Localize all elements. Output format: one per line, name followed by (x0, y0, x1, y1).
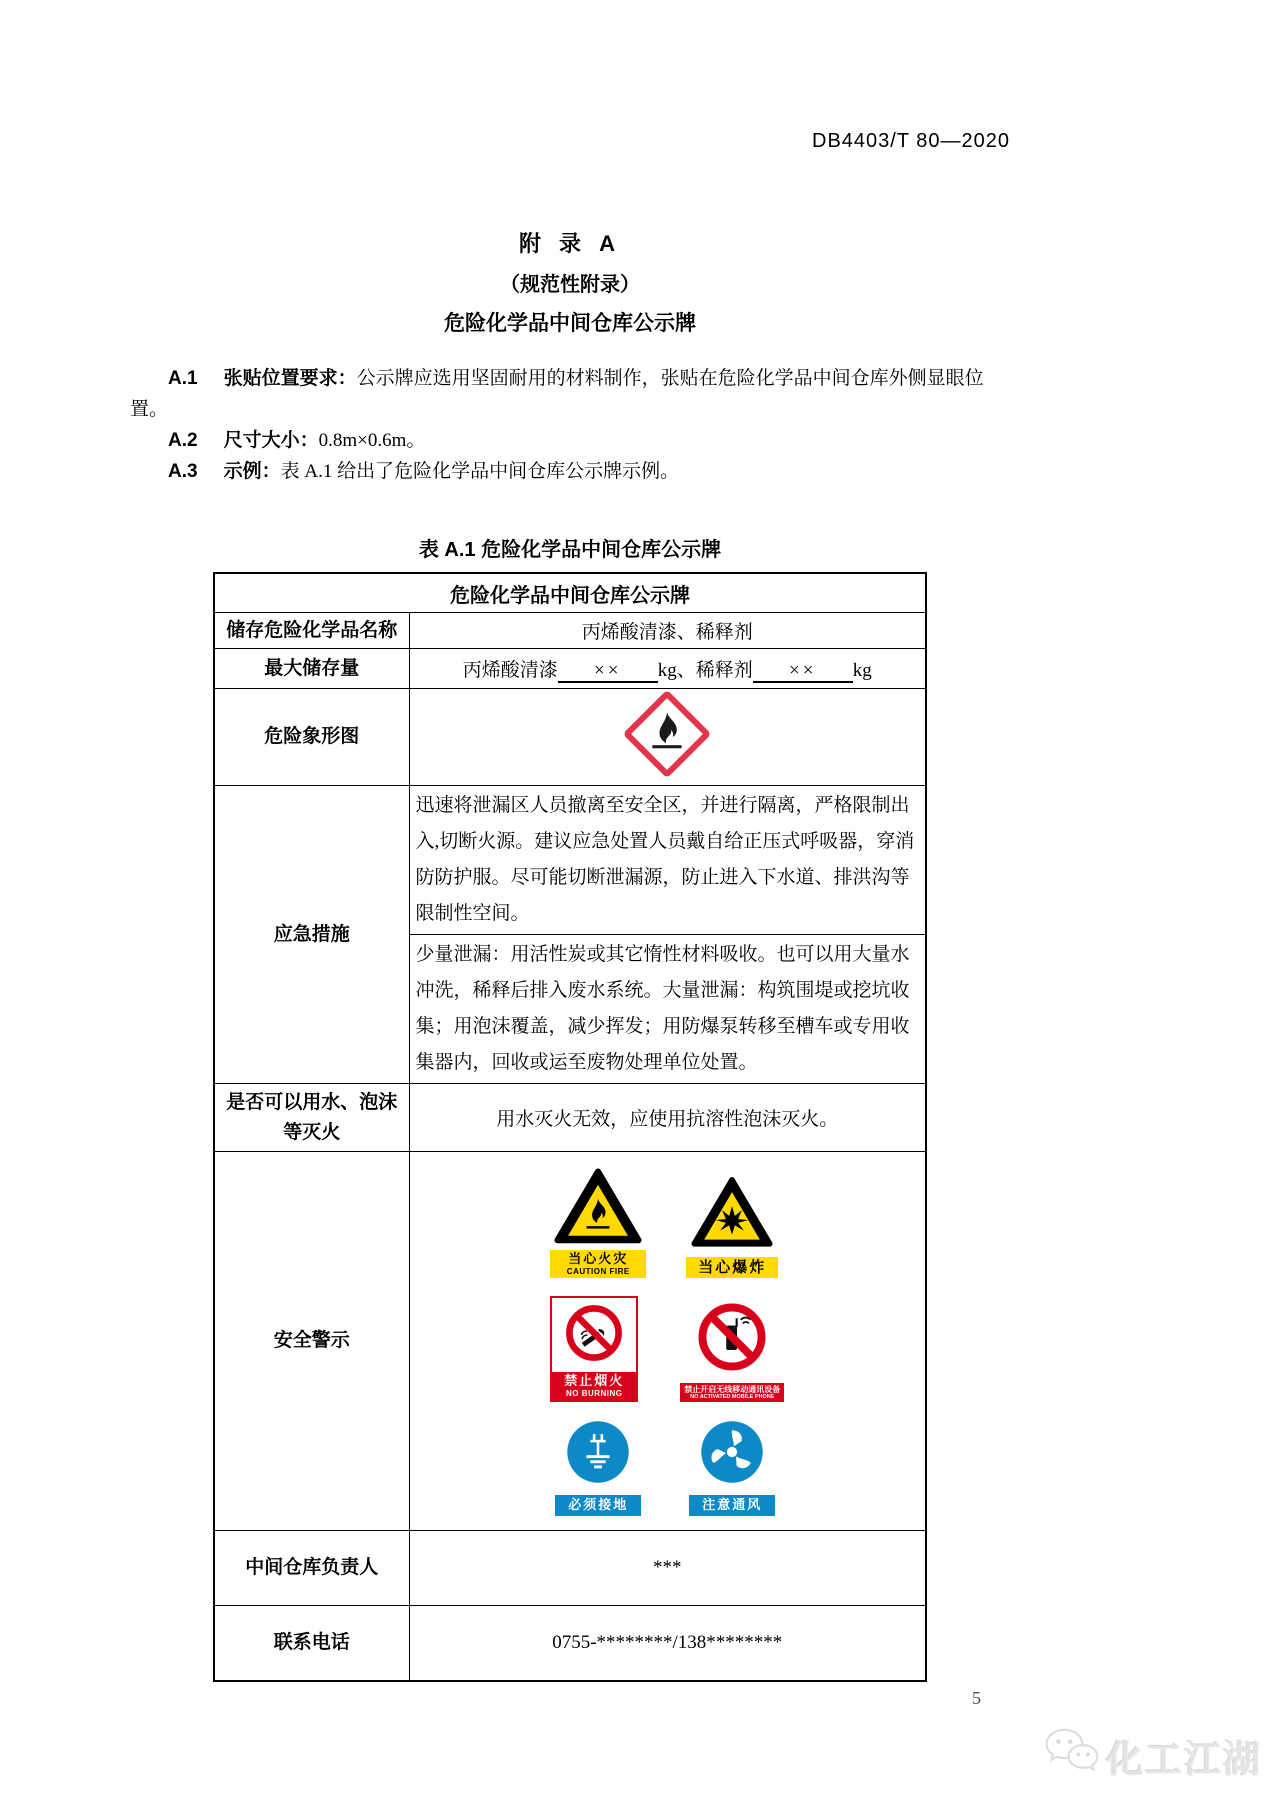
table-row (214, 1084, 926, 1152)
no-mobile-phone-en: NO ACTIVATED MOBILE PHONE (690, 1393, 775, 1400)
phone-label: 联系电话 (214, 1606, 409, 1682)
warning-fire-icon (554, 1166, 642, 1250)
clause-a1-number: A.1 (168, 368, 198, 389)
phone-value: 0755-********/138******** (409, 1606, 926, 1682)
no-burning-icon (564, 1303, 624, 1369)
caution-explosion-zh: 当心爆炸 (698, 1258, 767, 1276)
table-row (214, 689, 926, 786)
caution-explosion-band (686, 1257, 778, 1278)
watermark-text: 化工江湖 (1106, 1738, 1262, 1780)
safety-warning-label: 安全警示 (214, 1152, 409, 1531)
notice-board-table (213, 572, 927, 1682)
must-ground-sign (550, 1420, 646, 1516)
max-storage-part2: kg、稀释剂 (657, 659, 753, 681)
no-mobile-phone-icon (696, 1301, 768, 1379)
table-row (214, 786, 926, 935)
pictogram-label: 危险象形图 (214, 689, 409, 786)
clause-a2-label: 尺寸大小： (223, 430, 319, 451)
clause-a2 (130, 425, 1010, 456)
chemical-name-label: 储存危险化学品名称 (214, 613, 409, 649)
clause-a3-label: 示例： (223, 461, 281, 482)
no-mobile-phone-zh: 禁止开启无线移动通讯设备 (684, 1384, 781, 1394)
ventilation-icon (700, 1420, 764, 1490)
must-ground-zh: 必须接地 (568, 1497, 629, 1513)
clause-a1 (130, 363, 1010, 425)
table-row (214, 1531, 926, 1606)
water-foam-label: 是否可以用水、泡沫等灭火 (214, 1084, 409, 1152)
table-row (214, 613, 926, 649)
chemical-name-value: 丙烯酸清漆、稀释剂 (409, 613, 926, 649)
safety-sign-grid (416, 1154, 920, 1528)
ventilation-zh: 注意通风 (702, 1497, 763, 1513)
manager-label: 中间仓库负责人 (214, 1531, 409, 1606)
clause-list (130, 363, 1010, 487)
appendix-subtitle: （规范性附录） (500, 274, 640, 296)
clause-a3-number: A.3 (168, 461, 198, 482)
table-row (214, 1152, 926, 1531)
emergency-text-1: 迅速将泄漏区人员撤离至安全区，并进行隔离，严格限制出入,切断火源。建议应急处置人员戴自给正压式呼吸器，穿消防防护服。尽可能切断泄漏源，防止进入下水道、排洪沟等限制性空间。 (409, 786, 926, 935)
max-storage-blank1: ×× (558, 661, 658, 683)
manager-value: *** (409, 1531, 926, 1606)
table-row (214, 649, 926, 689)
table-row (214, 573, 926, 613)
max-storage-part1: 丙烯酸清漆 (462, 659, 558, 681)
table-row (214, 1606, 926, 1682)
notice-board-title: 危险化学品中间仓库公示牌 (214, 573, 926, 613)
appendix-title-block (130, 227, 1010, 337)
no-burning-zh: 禁止烟火 (564, 1373, 625, 1389)
watermark (1044, 1726, 1262, 1785)
caution-fire-band (550, 1250, 646, 1278)
warning-explosion-icon (691, 1175, 773, 1253)
caution-fire-sign (550, 1166, 646, 1278)
standard-code-header: DB4403/T 80—2020 (812, 130, 1010, 152)
caution-fire-en: CAUTION FIRE (566, 1266, 630, 1276)
max-storage-part3: kg (852, 659, 872, 681)
ghs-flame-icon (624, 761, 710, 782)
no-burning-en: NO BURNING (565, 1389, 623, 1399)
emergency-text-2: 少量泄漏：用活性炭或其它惰性材料吸收。也可以用大量水冲洗，稀释后排入废水系统。大量泄漏：构筑围堤或挖坑收集；用泡沫覆盖，减少挥发；用防爆泵转移至槽车或专用收集器内，回收或运至废物处理单位处置。 (409, 935, 926, 1084)
no-burning-sign (550, 1296, 638, 1402)
max-storage-value (409, 649, 926, 689)
safety-warning-cell (409, 1152, 926, 1531)
max-storage-blank2: ×× (753, 661, 853, 683)
pictogram-cell (409, 689, 926, 786)
caution-explosion-sign (680, 1166, 784, 1278)
appendix-title: 附 录 A (518, 231, 622, 256)
table-caption: 表 A.1 危险化学品中间仓库公示牌 (418, 539, 722, 561)
appendix-heading: 危险化学品中间仓库公示牌 (444, 312, 696, 335)
page-number: 5 (972, 1688, 981, 1708)
water-foam-value: 用水灭火无效，应使用抗溶性泡沫灭火。 (409, 1084, 926, 1152)
must-ground-band (555, 1495, 641, 1516)
ventilation-sign (680, 1420, 784, 1516)
no-burning-band (552, 1372, 636, 1400)
max-storage-label: 最大储存量 (214, 649, 409, 689)
no-mobile-phone-band (680, 1383, 784, 1403)
clause-a1-label: 张贴位置要求： (223, 368, 357, 389)
no-mobile-phone-sign (680, 1296, 784, 1402)
clause-a2-text: 0.8m×0.6m。 (318, 430, 426, 451)
wechat-icon (1044, 1726, 1106, 1785)
clause-a3 (130, 456, 1010, 487)
clause-a1-text: 公示牌应选用坚固耐用的材料制作，张贴在危险化学品中间仓库外侧显眼位置。 (130, 368, 984, 420)
must-ground-icon (566, 1420, 630, 1490)
ventilation-band (689, 1495, 775, 1516)
clause-a3-text: 表 A.1 给出了危险化学品中间仓库公示牌示例。 (280, 461, 680, 482)
emergency-label: 应急措施 (214, 786, 409, 1084)
clause-a2-number: A.2 (168, 430, 198, 451)
caution-fire-zh: 当心火灾 (568, 1251, 629, 1266)
